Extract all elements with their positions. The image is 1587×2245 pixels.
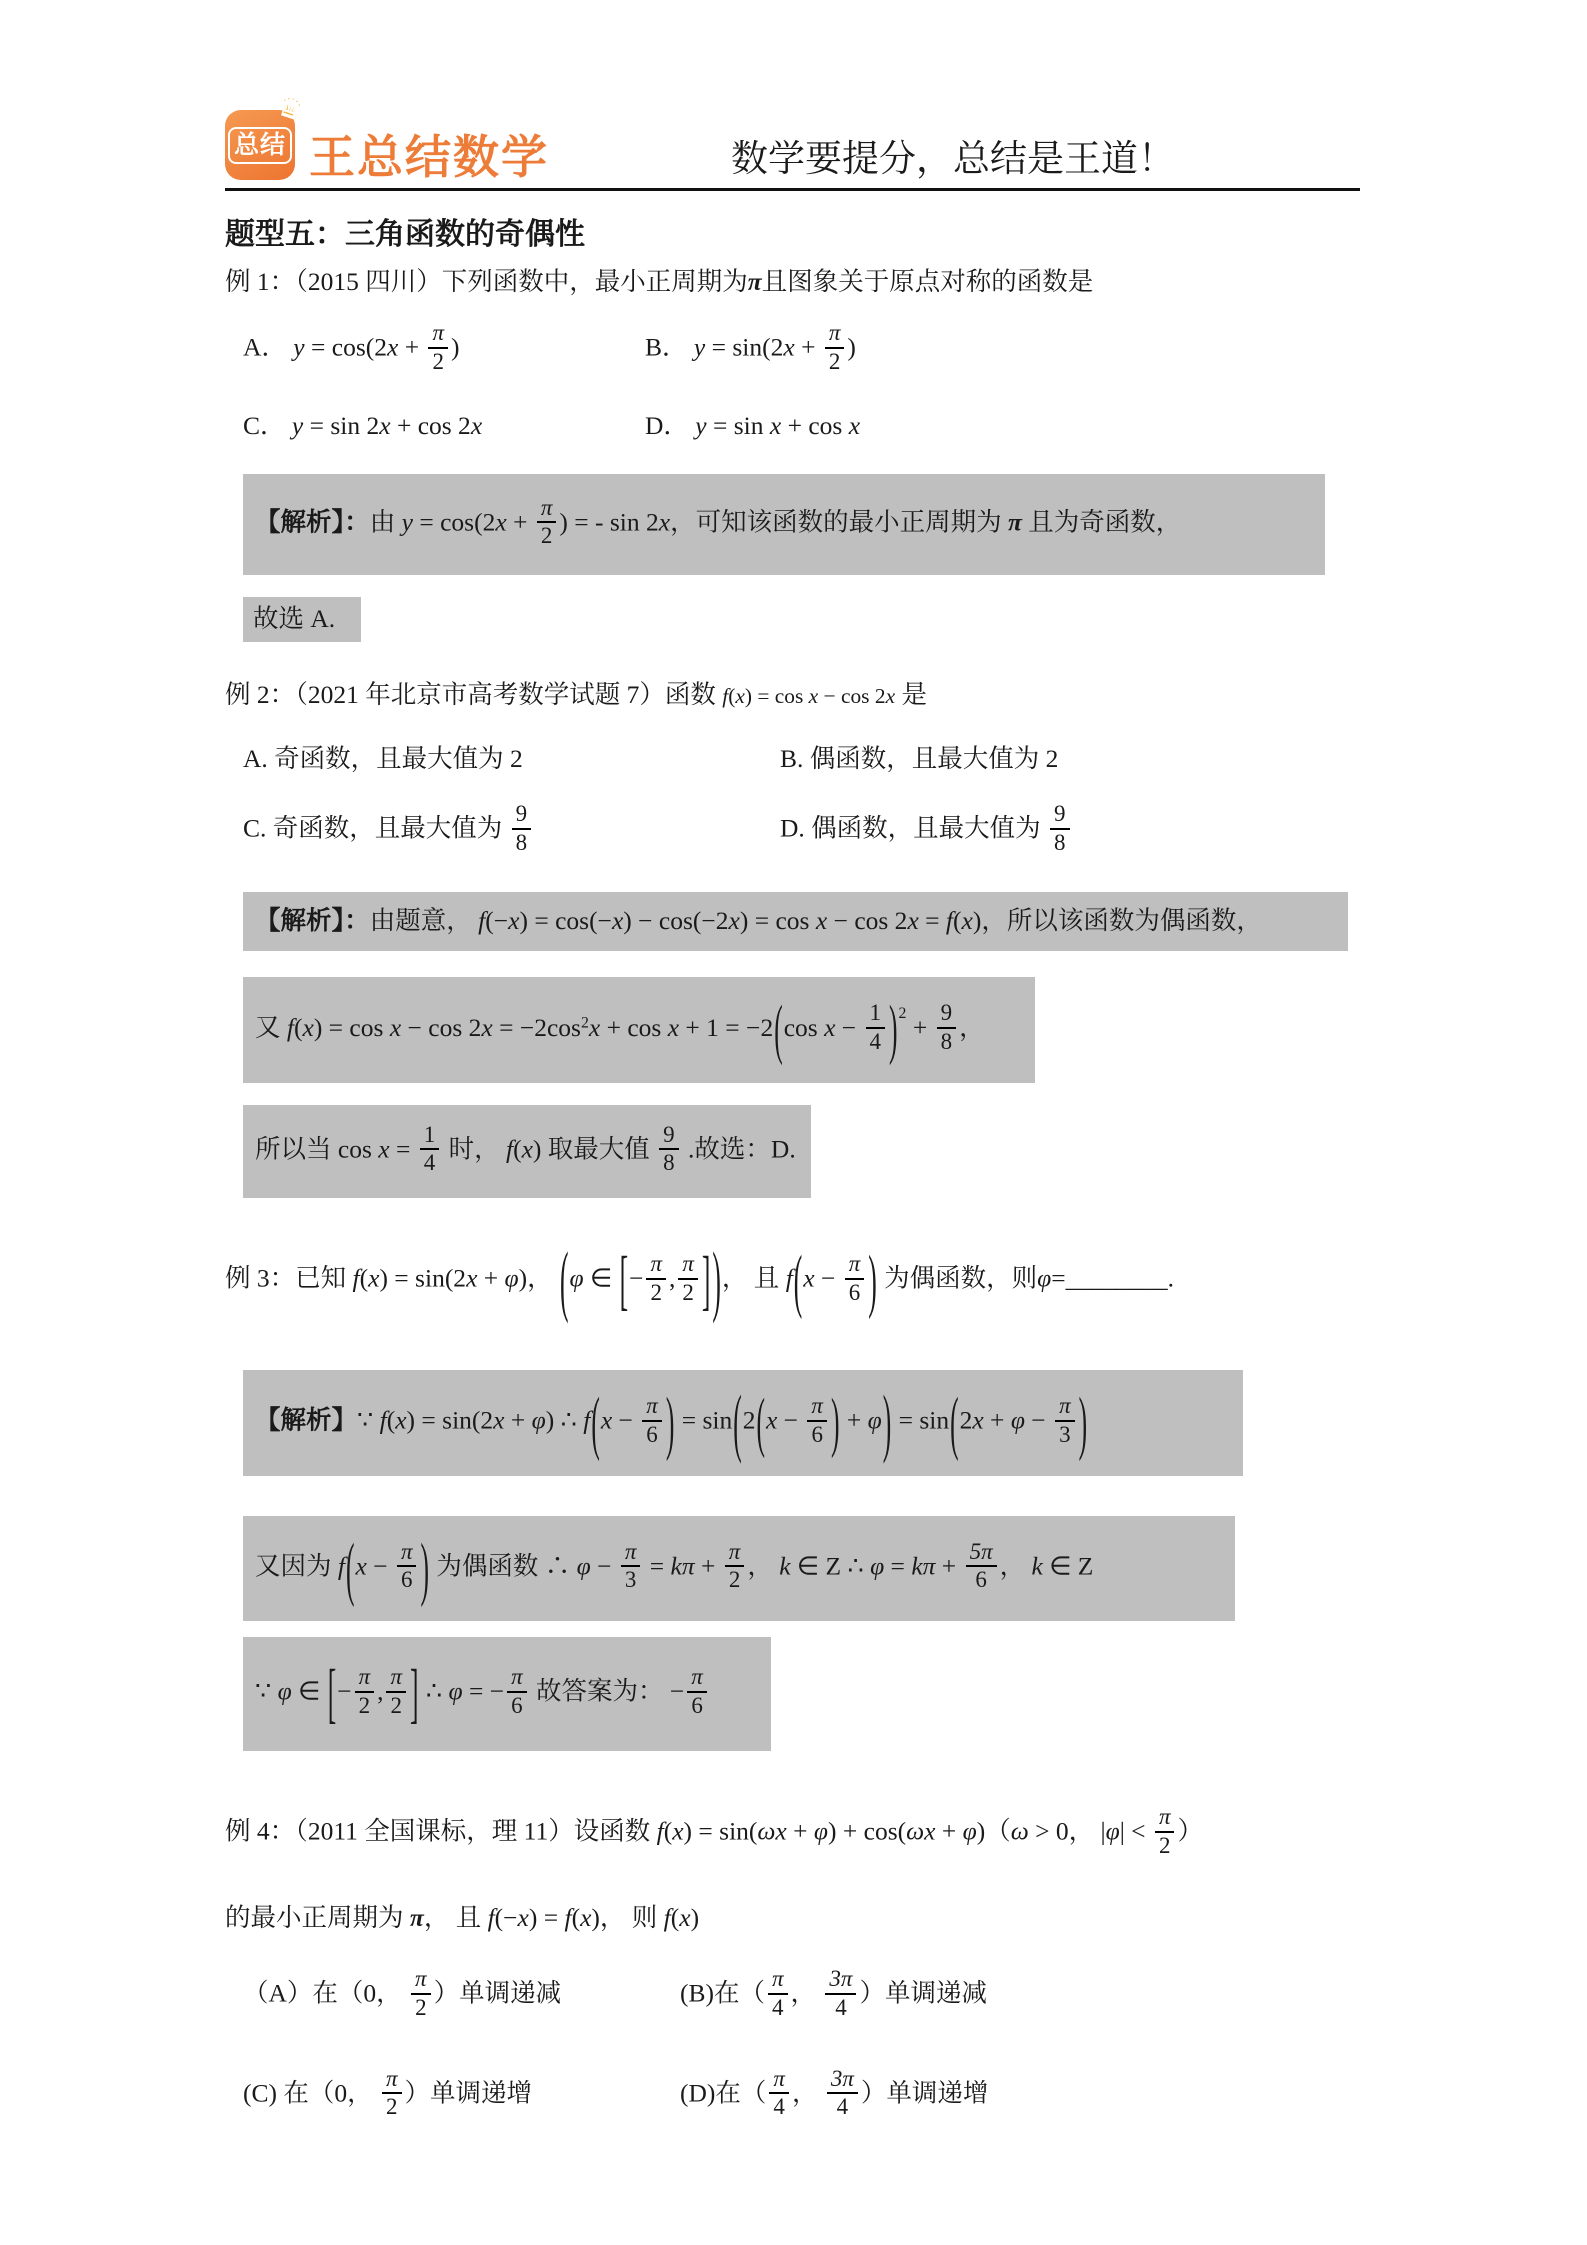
ex4-option-c: (C) 在（0， $\frac{\pi}{2}$ ）单调递增 bbox=[243, 2065, 533, 2120]
header-divider bbox=[225, 188, 1360, 191]
ex2-option-d: D. 偶函数，且最大值为 $\frac{9}{8}$ bbox=[780, 804, 1073, 858]
slogan: 数学要提分，总结是王道！ bbox=[731, 139, 1175, 180]
problem-ex4 bbox=[225, 1803, 1360, 2122]
ex1-options-row-1 bbox=[243, 320, 1360, 377]
problem-ex2 bbox=[225, 678, 1360, 1199]
ex1-options-row-2 bbox=[243, 409, 1360, 443]
ex4-option-d: (D)在（ $\frac{\pi}{4}$ ， $\frac{3\pi}{4}$ ）单调递增 bbox=[680, 2065, 989, 2120]
ex1-option-c: C． y = sin 2x + cos 2x bbox=[243, 411, 483, 441]
ex3-solution-line-2: 又因为 f(x − $\frac{\pi}{6}$ ) 为偶函数 ∴ φ − $\frac{\pi}{3}$ = kπ + $\frac{\pi}{2}$ ， k ∈ Z ∴ φ = kπ + $\frac{5\pi}{6}$ ， k ∈ Z bbox=[243, 1516, 1235, 1622]
ex4-stem-line-1: 例 4：（2011 全国课标，理 11）设函数 f(x) = sin(ωx + φ) + cos(ωx + φ)（ω > 0， |φ| < $\frac{\pi}{2}$ ） bbox=[225, 1803, 1203, 1858]
ex2-solution-line-2: 又 $f(x) = \cos x - \cos 2x = -2\cos^2x + \cos x + 1 = -2(\cos$ x − $\frac{1}{4}$ )$^2$ + $\frac{9}{8}$ ， bbox=[243, 977, 1035, 1083]
header bbox=[225, 0, 1360, 183]
ex1-option-a: A． y = cos(2x + $\frac{\pi}{2}$ ) bbox=[243, 320, 460, 375]
ex3-solution-line-3: ∵ φ ∈ [− $\frac{\pi}{2}$ , $\frac{\pi}{2}$ ] ∴ φ = − $\frac{\pi}{6}$ 故答案为： − $\frac{\pi}{6}$ bbox=[243, 1637, 771, 1751]
ex1-stem: 例 1：（2015 四川）下列函数中，最小正周期为π且图象关于原点对称的函数是 bbox=[225, 267, 1094, 296]
ex2-stem: 例 2：（2021 年北京市高考数学试题 7）函数 f(x) = cos x − cos 2x 是 bbox=[225, 679, 927, 709]
problem-ex3 bbox=[225, 1235, 1360, 1751]
ex2-solution-line-3: 所以当 cos x = $\frac{1}{4}$ 时， f(x) 取最大值 $\frac{9}{8}$ .故选：D. bbox=[243, 1105, 811, 1199]
ex4-options-row-1 bbox=[243, 1966, 1360, 2023]
ex2-option-a: A. 奇函数，且最大值为 2 bbox=[243, 744, 523, 773]
ex2-options-row-2 bbox=[243, 801, 1360, 858]
ex4-options-row-2 bbox=[243, 2065, 1360, 2123]
ex1-option-d: D． y = sin x + cos x bbox=[645, 411, 861, 441]
ex4-option-b: (B)在（ $\frac{\pi}{4}$ ， $\frac{3\pi}{4}$ ）单调递减 bbox=[680, 1966, 987, 2020]
ex2-solution-line-1: 【解析】：由题意， f(−x) = cos(−x) − cos(−2x) = cos x − cos 2x = f(x)，所以该函数为偶函数， bbox=[243, 892, 1348, 950]
crown-icon: ♛ bbox=[273, 90, 307, 127]
problem-ex1 bbox=[225, 265, 1360, 642]
brand-logo bbox=[225, 90, 307, 180]
ex3-stem: 例 3：已知 f(x) = sin(2x + φ)， (φ ∈ [− $\frac{\pi}{2}$ , $\frac{\pi}{2}$ ])， 且 f(x − $\frac{\pi}{6}$ ) 为偶函数，则φ=________. bbox=[225, 1235, 1175, 1326]
ex3-solution-line-1: 【解析】∵ f(x) = sin(2x + φ) ∴ f(x − $\frac{\pi}{6}$ ) = sin(2(x − $\frac{\pi}{6}$ ) + φ) = sin(2x + φ − $\frac{\pi}{3}$ ) bbox=[243, 1370, 1243, 1476]
logo-badge-text: 总结 bbox=[228, 127, 292, 164]
ex1-solution-line-2: 故选 A. bbox=[243, 597, 361, 641]
ex2-option-c: C. 奇函数，且最大值为 $\frac{9}{8}$ bbox=[243, 804, 780, 858]
ex1-solution-line-1: 【解析】：由 y = cos(2x + $\frac{\pi}{2}$ ) = - sin 2x，可知该函数的最小正周期为 π 且为奇函数， bbox=[243, 474, 1325, 576]
ex4-option-a: （A）在（0， $\frac{\pi}{2}$ ）单调递减 bbox=[243, 1966, 562, 2020]
brand-name: 王总结数学 bbox=[309, 131, 549, 183]
ex2-options-row-1 bbox=[243, 742, 1360, 776]
ex1-option-b: B． y = sin(2x + $\frac{\pi}{2}$ ) bbox=[645, 320, 856, 375]
ex4-stem-line-2: 的最小正周期为 π， 且 f(−x) = f(x)， 则 f(x) bbox=[225, 1902, 700, 1932]
ex2-option-b: B. 偶函数，且最大值为 2 bbox=[780, 744, 1059, 773]
section-heading: 题型五：三角函数的奇偶性 bbox=[225, 218, 585, 251]
